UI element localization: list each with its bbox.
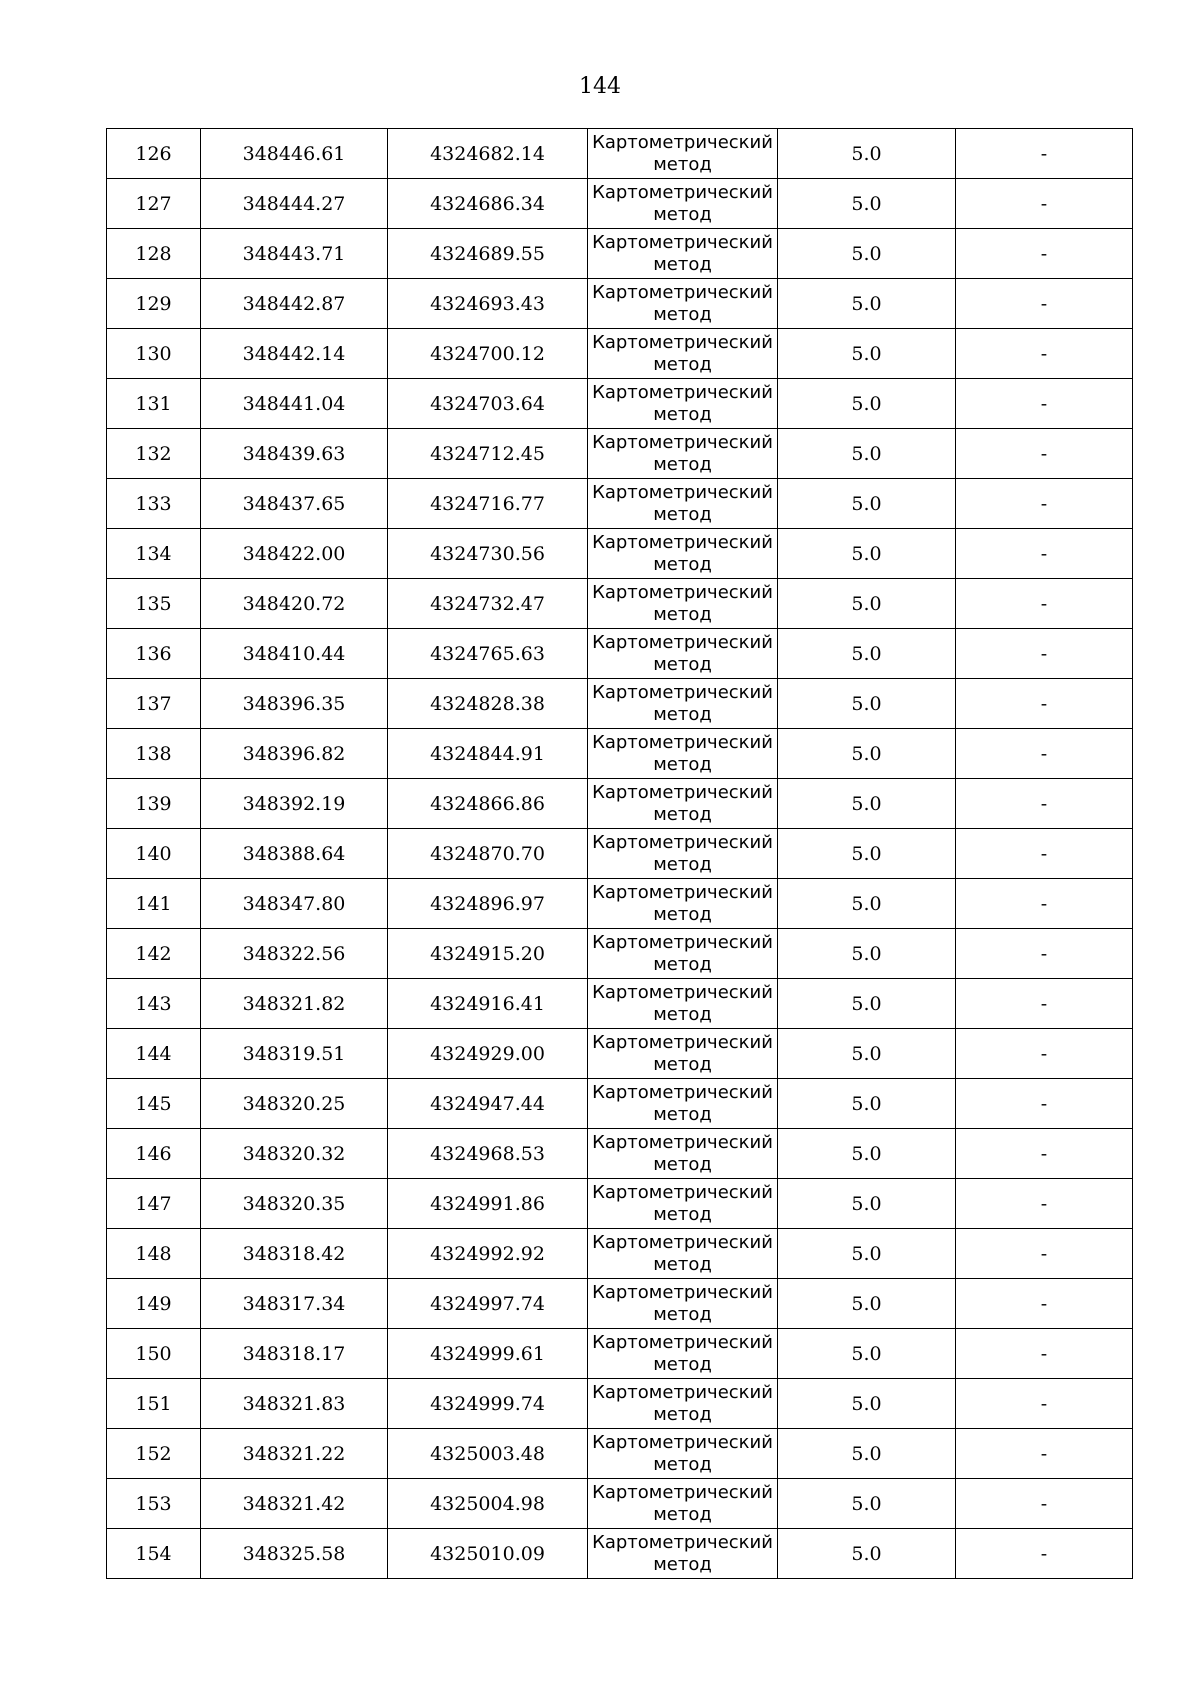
point-number-cell: 144 (107, 1029, 201, 1079)
x-coordinate-cell: 348320.35 (201, 1179, 388, 1229)
table-row (107, 1279, 1133, 1329)
x-coordinate-cell: 348322.56 (201, 929, 388, 979)
method-line-1: Картометрический (592, 931, 773, 953)
method-cell (588, 529, 778, 579)
note-cell: - (956, 1029, 1133, 1079)
method-cell (588, 1079, 778, 1129)
note-cell: - (956, 1479, 1133, 1529)
method-cell (588, 1229, 778, 1279)
point-number-cell: 145 (107, 1079, 201, 1129)
method-cell (588, 1329, 778, 1379)
note-cell: - (956, 329, 1133, 379)
accuracy-cell: 5.0 (778, 1029, 956, 1079)
note-cell: - (956, 1329, 1133, 1379)
method-cell (588, 779, 778, 829)
table-row (107, 779, 1133, 829)
y-coordinate-cell: 4324828.38 (388, 679, 588, 729)
method-line-2: метод (653, 1353, 712, 1375)
method-line-1: Картометрический (592, 1431, 773, 1453)
accuracy-cell: 5.0 (778, 1079, 956, 1129)
method-line-1: Картометрический (592, 731, 773, 753)
point-number-cell: 127 (107, 179, 201, 229)
table-row (107, 579, 1133, 629)
x-coordinate-cell: 348441.04 (201, 379, 388, 429)
method-line-1: Картометрический (592, 831, 773, 853)
point-number-cell: 152 (107, 1429, 201, 1479)
method-line-1: Картометрический (592, 181, 773, 203)
method-cell (588, 429, 778, 479)
x-coordinate-cell: 348321.22 (201, 1429, 388, 1479)
x-coordinate-cell: 348318.42 (201, 1229, 388, 1279)
table-row (107, 729, 1133, 779)
y-coordinate-cell: 4324844.91 (388, 729, 588, 779)
note-cell: - (956, 379, 1133, 429)
y-coordinate-cell: 4324732.47 (388, 579, 588, 629)
accuracy-cell: 5.0 (778, 429, 956, 479)
method-line-1: Картометрический (592, 1131, 773, 1153)
table-row (107, 1429, 1133, 1479)
point-number-cell: 139 (107, 779, 201, 829)
method-cell (588, 979, 778, 1029)
note-cell: - (956, 179, 1133, 229)
x-coordinate-cell: 348444.27 (201, 179, 388, 229)
note-cell: - (956, 629, 1133, 679)
method-cell (588, 1429, 778, 1479)
x-coordinate-cell: 348321.82 (201, 979, 388, 1029)
method-line-2: метод (653, 1203, 712, 1225)
note-cell: - (956, 1179, 1133, 1229)
method-cell (588, 1129, 778, 1179)
method-cell (588, 1379, 778, 1429)
accuracy-cell: 5.0 (778, 479, 956, 529)
method-line-1: Картометрический (592, 1081, 773, 1103)
y-coordinate-cell: 4324703.64 (388, 379, 588, 429)
method-line-2: метод (653, 1103, 712, 1125)
note-cell: - (956, 1429, 1133, 1479)
x-coordinate-cell: 348396.35 (201, 679, 388, 729)
x-coordinate-cell: 348317.34 (201, 1279, 388, 1329)
x-coordinate-cell: 348318.17 (201, 1329, 388, 1379)
accuracy-cell: 5.0 (778, 329, 956, 379)
table-body (107, 129, 1133, 1579)
table-row (107, 1379, 1133, 1429)
method-line-2: метод (653, 253, 712, 275)
method-line-1: Картометрический (592, 1281, 773, 1303)
note-cell: - (956, 829, 1133, 879)
accuracy-cell: 5.0 (778, 1229, 956, 1279)
note-cell: - (956, 1379, 1133, 1429)
x-coordinate-cell: 348392.19 (201, 779, 388, 829)
point-number-cell: 134 (107, 529, 201, 579)
y-coordinate-cell: 4325003.48 (388, 1429, 588, 1479)
table-row (107, 829, 1133, 879)
method-cell (588, 879, 778, 929)
y-coordinate-cell: 4324700.12 (388, 329, 588, 379)
coordinates-table (106, 128, 1133, 1579)
table-row (107, 379, 1133, 429)
point-number-cell: 143 (107, 979, 201, 1029)
accuracy-cell: 5.0 (778, 1129, 956, 1179)
method-line-2: метод (653, 903, 712, 925)
table-row (107, 879, 1133, 929)
method-line-2: метод (653, 503, 712, 525)
x-coordinate-cell: 348319.51 (201, 1029, 388, 1079)
accuracy-cell: 5.0 (778, 829, 956, 879)
method-line-1: Картометрический (592, 981, 773, 1003)
y-coordinate-cell: 4324712.45 (388, 429, 588, 479)
table-row (107, 129, 1133, 179)
method-line-2: метод (653, 1153, 712, 1175)
point-number-cell: 147 (107, 1179, 201, 1229)
x-coordinate-cell: 348437.65 (201, 479, 388, 529)
accuracy-cell: 5.0 (778, 1429, 956, 1479)
method-line-1: Картометрический (592, 1531, 773, 1553)
method-line-2: метод (653, 353, 712, 375)
x-coordinate-cell: 348396.82 (201, 729, 388, 779)
x-coordinate-cell: 348442.14 (201, 329, 388, 379)
accuracy-cell: 5.0 (778, 629, 956, 679)
table-row (107, 229, 1133, 279)
y-coordinate-cell: 4324999.61 (388, 1329, 588, 1379)
method-line-2: метод (653, 1053, 712, 1075)
method-cell (588, 629, 778, 679)
point-number-cell: 138 (107, 729, 201, 779)
x-coordinate-cell: 348320.25 (201, 1079, 388, 1129)
method-cell (588, 329, 778, 379)
table-row (107, 629, 1133, 679)
method-line-2: метод (653, 153, 712, 175)
x-coordinate-cell: 348442.87 (201, 279, 388, 329)
accuracy-cell: 5.0 (778, 379, 956, 429)
method-line-1: Картометрический (592, 1231, 773, 1253)
x-coordinate-cell: 348410.44 (201, 629, 388, 679)
y-coordinate-cell: 4324716.77 (388, 479, 588, 529)
method-line-1: Картометрический (592, 1481, 773, 1503)
method-line-2: метод (653, 1553, 712, 1575)
method-cell (588, 929, 778, 979)
method-cell (588, 729, 778, 779)
point-number-cell: 133 (107, 479, 201, 529)
x-coordinate-cell: 348420.72 (201, 579, 388, 629)
y-coordinate-cell: 4324682.14 (388, 129, 588, 179)
accuracy-cell: 5.0 (778, 1329, 956, 1379)
table-row (107, 1529, 1133, 1579)
accuracy-cell: 5.0 (778, 279, 956, 329)
accuracy-cell: 5.0 (778, 879, 956, 929)
note-cell: - (956, 879, 1133, 929)
note-cell: - (956, 579, 1133, 629)
method-line-1: Картометрический (592, 431, 773, 453)
point-number-cell: 130 (107, 329, 201, 379)
method-cell (588, 479, 778, 529)
table-row (107, 1079, 1133, 1129)
method-line-1: Картометрический (592, 381, 773, 403)
point-number-cell: 132 (107, 429, 201, 479)
method-cell (588, 679, 778, 729)
x-coordinate-cell: 348325.58 (201, 1529, 388, 1579)
accuracy-cell: 5.0 (778, 679, 956, 729)
table-row (107, 1479, 1133, 1529)
x-coordinate-cell: 348388.64 (201, 829, 388, 879)
y-coordinate-cell: 4324765.63 (388, 629, 588, 679)
table-row (107, 929, 1133, 979)
method-cell (588, 1029, 778, 1079)
method-line-2: метод (653, 803, 712, 825)
point-number-cell: 137 (107, 679, 201, 729)
method-cell (588, 229, 778, 279)
table-row (107, 1229, 1133, 1279)
method-line-2: метод (653, 703, 712, 725)
method-cell (588, 179, 778, 229)
y-coordinate-cell: 4324947.44 (388, 1079, 588, 1129)
note-cell: - (956, 1129, 1133, 1179)
method-line-2: метод (653, 1453, 712, 1475)
method-cell (588, 1179, 778, 1229)
accuracy-cell: 5.0 (778, 929, 956, 979)
accuracy-cell: 5.0 (778, 1529, 956, 1579)
y-coordinate-cell: 4324870.70 (388, 829, 588, 879)
note-cell: - (956, 429, 1133, 479)
note-cell: - (956, 129, 1133, 179)
note-cell: - (956, 779, 1133, 829)
method-line-1: Картометрический (592, 281, 773, 303)
method-line-2: метод (653, 1003, 712, 1025)
method-line-2: метод (653, 553, 712, 575)
point-number-cell: 146 (107, 1129, 201, 1179)
y-coordinate-cell: 4324693.43 (388, 279, 588, 329)
accuracy-cell: 5.0 (778, 1179, 956, 1229)
y-coordinate-cell: 4324992.92 (388, 1229, 588, 1279)
y-coordinate-cell: 4324916.41 (388, 979, 588, 1029)
note-cell: - (956, 1079, 1133, 1129)
method-line-2: метод (653, 1253, 712, 1275)
point-number-cell: 129 (107, 279, 201, 329)
note-cell: - (956, 279, 1133, 329)
method-line-1: Картометрический (592, 881, 773, 903)
method-line-1: Картометрический (592, 631, 773, 653)
y-coordinate-cell: 4324686.34 (388, 179, 588, 229)
x-coordinate-cell: 348321.42 (201, 1479, 388, 1529)
page-number: 144 (579, 74, 621, 99)
x-coordinate-cell: 348320.32 (201, 1129, 388, 1179)
point-number-cell: 151 (107, 1379, 201, 1429)
y-coordinate-cell: 4324999.74 (388, 1379, 588, 1429)
table-row (107, 479, 1133, 529)
method-line-2: метод (653, 603, 712, 625)
method-line-1: Картометрический (592, 681, 773, 703)
x-coordinate-cell: 348443.71 (201, 229, 388, 279)
accuracy-cell: 5.0 (778, 1479, 956, 1529)
table-row (107, 979, 1133, 1029)
method-line-1: Картометрический (592, 1331, 773, 1353)
accuracy-cell: 5.0 (778, 179, 956, 229)
point-number-cell: 150 (107, 1329, 201, 1379)
method-line-2: метод (653, 453, 712, 475)
x-coordinate-cell: 348446.61 (201, 129, 388, 179)
point-number-cell: 142 (107, 929, 201, 979)
x-coordinate-cell: 348439.63 (201, 429, 388, 479)
y-coordinate-cell: 4324730.56 (388, 529, 588, 579)
table-row (107, 179, 1133, 229)
method-cell (588, 1279, 778, 1329)
accuracy-cell: 5.0 (778, 579, 956, 629)
method-line-2: метод (653, 303, 712, 325)
table-row (107, 529, 1133, 579)
x-coordinate-cell: 348321.83 (201, 1379, 388, 1429)
method-cell (588, 829, 778, 879)
point-number-cell: 131 (107, 379, 201, 429)
accuracy-cell: 5.0 (778, 1379, 956, 1429)
method-line-2: метод (653, 203, 712, 225)
point-number-cell: 128 (107, 229, 201, 279)
method-line-1: Картометрический (592, 231, 773, 253)
method-line-2: метод (653, 853, 712, 875)
x-coordinate-cell: 348422.00 (201, 529, 388, 579)
method-line-2: метод (653, 403, 712, 425)
point-number-cell: 140 (107, 829, 201, 879)
note-cell: - (956, 1279, 1133, 1329)
table-row (107, 1179, 1133, 1229)
method-line-2: метод (653, 1503, 712, 1525)
table-row (107, 279, 1133, 329)
y-coordinate-cell: 4324896.97 (388, 879, 588, 929)
y-coordinate-cell: 4324997.74 (388, 1279, 588, 1329)
accuracy-cell: 5.0 (778, 129, 956, 179)
method-line-1: Картометрический (592, 131, 773, 153)
accuracy-cell: 5.0 (778, 229, 956, 279)
method-cell (588, 279, 778, 329)
table-row (107, 329, 1133, 379)
method-cell (588, 579, 778, 629)
point-number-cell: 148 (107, 1229, 201, 1279)
y-coordinate-cell: 4324991.86 (388, 1179, 588, 1229)
method-cell (588, 129, 778, 179)
point-number-cell: 153 (107, 1479, 201, 1529)
point-number-cell: 154 (107, 1529, 201, 1579)
table-row (107, 1329, 1133, 1379)
y-coordinate-cell: 4324929.00 (388, 1029, 588, 1079)
point-number-cell: 141 (107, 879, 201, 929)
table-row (107, 1029, 1133, 1079)
method-line-1: Картометрический (592, 531, 773, 553)
note-cell: - (956, 479, 1133, 529)
note-cell: - (956, 1229, 1133, 1279)
note-cell: - (956, 729, 1133, 779)
method-line-2: метод (653, 1303, 712, 1325)
accuracy-cell: 5.0 (778, 979, 956, 1029)
accuracy-cell: 5.0 (778, 779, 956, 829)
y-coordinate-cell: 4325010.09 (388, 1529, 588, 1579)
method-line-2: метод (653, 753, 712, 775)
method-cell (588, 1529, 778, 1579)
method-line-1: Картометрический (592, 581, 773, 603)
method-line-2: метод (653, 653, 712, 675)
note-cell: - (956, 979, 1133, 1029)
y-coordinate-cell: 4325004.98 (388, 1479, 588, 1529)
method-line-1: Картометрический (592, 1031, 773, 1053)
y-coordinate-cell: 4324915.20 (388, 929, 588, 979)
note-cell: - (956, 1529, 1133, 1579)
table-row (107, 429, 1133, 479)
method-cell (588, 379, 778, 429)
point-number-cell: 149 (107, 1279, 201, 1329)
method-line-1: Картометрический (592, 331, 773, 353)
table-row (107, 1129, 1133, 1179)
point-number-cell: 126 (107, 129, 201, 179)
method-cell (588, 1479, 778, 1529)
note-cell: - (956, 679, 1133, 729)
accuracy-cell: 5.0 (778, 1279, 956, 1329)
accuracy-cell: 5.0 (778, 729, 956, 779)
method-line-1: Картометрический (592, 781, 773, 803)
y-coordinate-cell: 4324689.55 (388, 229, 588, 279)
note-cell: - (956, 229, 1133, 279)
accuracy-cell: 5.0 (778, 529, 956, 579)
method-line-2: метод (653, 953, 712, 975)
x-coordinate-cell: 348347.80 (201, 879, 388, 929)
method-line-2: метод (653, 1403, 712, 1425)
table-row (107, 679, 1133, 729)
note-cell: - (956, 929, 1133, 979)
y-coordinate-cell: 4324866.86 (388, 779, 588, 829)
method-line-1: Картометрический (592, 1381, 773, 1403)
y-coordinate-cell: 4324968.53 (388, 1129, 588, 1179)
point-number-cell: 135 (107, 579, 201, 629)
point-number-cell: 136 (107, 629, 201, 679)
note-cell: - (956, 529, 1133, 579)
method-line-1: Картометрический (592, 1181, 773, 1203)
method-line-1: Картометрический (592, 481, 773, 503)
